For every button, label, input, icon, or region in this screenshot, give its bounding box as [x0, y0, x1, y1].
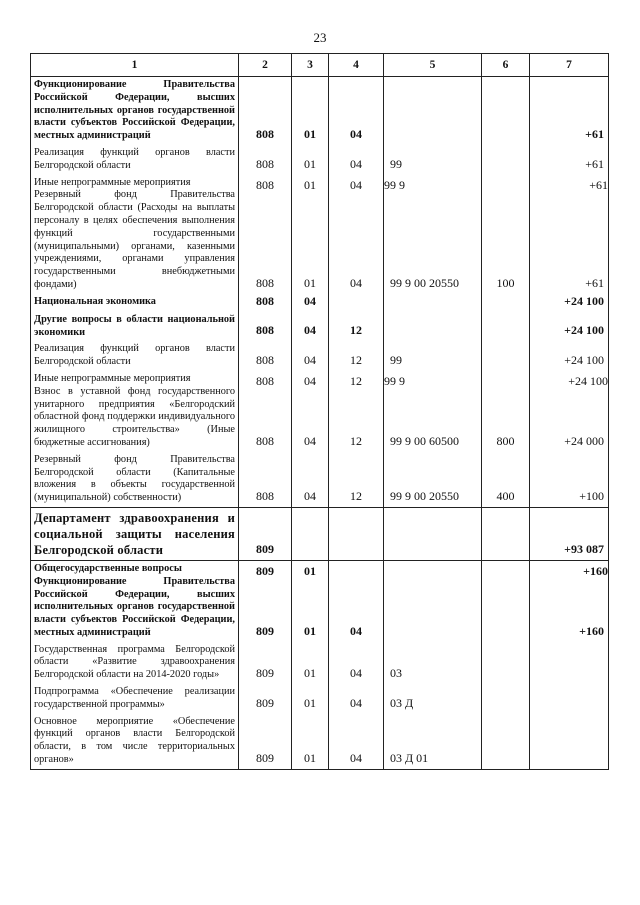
- cell-top-value: 99 9: [384, 373, 405, 388]
- description-text: Функционирование Правительства Российской Федерации, высших исполнительных органов государственной власти субъектов Российской Федерации, местных администраций: [34, 79, 235, 142]
- cell-col-6: [482, 642, 530, 684]
- cell-col-6: [482, 145, 530, 175]
- cell-value: 99 9 00 20550: [390, 275, 459, 290]
- cell-col-5: 99: [384, 341, 482, 371]
- table-row: [31, 145, 609, 175]
- cell-col-3: 04: [292, 452, 329, 508]
- cell-col-6: 100: [482, 175, 530, 294]
- cell-col-6: [482, 714, 530, 770]
- cell-value: 04: [304, 433, 316, 448]
- cell-col-2: 808: [239, 452, 292, 508]
- cell-col-5: [384, 77, 482, 145]
- row-description: [31, 312, 239, 342]
- cell-col-5: 03 Д 01: [384, 714, 482, 770]
- cell-col-4: 04: [329, 714, 384, 770]
- cell-col-5: 99 9 00 20550: [384, 452, 482, 508]
- description-text: Функционирование Правительства Российской Федерации, высших исполнительных органов государственной власти субъектов Российской Федерации, местных администраций: [34, 575, 235, 638]
- cell-col-4: [329, 175, 384, 294]
- cell-top-value: 04: [304, 373, 316, 388]
- cell-top-value: +24 100: [568, 373, 608, 388]
- cell-col-3: 04: [292, 294, 329, 312]
- cell-col-7: +93 087: [530, 507, 609, 560]
- cell-col-5: [384, 175, 482, 294]
- table-row: [31, 507, 609, 560]
- cell-col-5: [384, 312, 482, 342]
- cell-col-3: 01: [292, 684, 329, 714]
- row-description: [31, 371, 239, 452]
- cell-col-2: 808: [239, 145, 292, 175]
- cell-col-3: 01: [292, 145, 329, 175]
- cell-col-7: +24 100: [530, 341, 609, 371]
- cell-col-4: 04: [329, 77, 384, 145]
- row-description: [31, 145, 239, 175]
- cell-col-6: 400: [482, 452, 530, 508]
- table-row: [31, 294, 609, 312]
- header-col-2: 2: [239, 54, 292, 77]
- cell-col-5: 03: [384, 642, 482, 684]
- cell-col-2: [239, 175, 292, 294]
- description-text: Резервный фонд Правительства Белгородской области (Расходы на выплаты персоналу в целях обеспечения выполнения функций государственными (муниципальными) органами, казенными учреждениями, органами управления государственными внебюджетными фондами): [34, 189, 235, 290]
- row-description: [31, 452, 239, 508]
- description-text: Иные непрограммные мероприятия: [34, 176, 191, 188]
- row-description: [31, 714, 239, 770]
- description-text: Иные непрограммные мероприятия: [34, 372, 191, 384]
- cell-col-3: [292, 507, 329, 560]
- cell-col-2: 809: [239, 642, 292, 684]
- cell-value: 12: [350, 433, 362, 448]
- cell-col-7: +24 100: [530, 294, 609, 312]
- cell-col-4: [329, 294, 384, 312]
- cell-col-3: 01: [292, 714, 329, 770]
- cell-top-value: 808: [256, 177, 274, 192]
- cell-col-3: [292, 175, 329, 294]
- cell-top-value: +160: [583, 563, 608, 578]
- cell-col-6: [482, 507, 530, 560]
- description-text: Государственная программа Белгородской области «Развитие здравоохранения Белгородской области на 2014-2020 годы»: [34, 643, 235, 681]
- cell-col-7: +61: [530, 77, 609, 145]
- cell-col-4: [329, 507, 384, 560]
- cell-col-4: 12: [329, 312, 384, 342]
- cell-col-6: [482, 77, 530, 145]
- cell-col-3: 01: [292, 642, 329, 684]
- description-text: Реализация функций органов власти Белгородской области: [34, 343, 235, 368]
- description-text: Резервный фонд Правительства Белгородской области (Капитальные вложения в объекты государственной (муниципальной) собственности): [34, 453, 235, 504]
- table-row: [31, 341, 609, 371]
- table-row: [31, 642, 609, 684]
- page-number: 23: [313, 30, 327, 45]
- cell-col-2: 808: [239, 77, 292, 145]
- cell-col-6: [482, 312, 530, 342]
- cell-col-3: 01: [292, 77, 329, 145]
- cell-top-value: 01: [304, 563, 316, 578]
- cell-col-2: 809: [239, 684, 292, 714]
- cell-col-4: 12: [329, 341, 384, 371]
- header-col-5: 5: [384, 54, 482, 77]
- row-description: [31, 77, 239, 145]
- cell-col-2: 809: [239, 507, 292, 560]
- row-description: [31, 341, 239, 371]
- cell-col-6: [482, 684, 530, 714]
- description-text: Взнос в уставной фонд государственного унитарного предприятия «Белгородский областной фонд поддержки индивидуального жилищного строительства» (Иные бюджетные ассигнования): [34, 385, 235, 448]
- cell-col-6: [482, 294, 530, 312]
- cell-col-7: +24 100: [530, 312, 609, 342]
- table-row: [31, 312, 609, 342]
- cell-top-value: +61: [589, 177, 608, 192]
- header-row: [31, 54, 609, 77]
- cell-col-4: 04: [329, 560, 384, 641]
- cell-col-4: [329, 371, 384, 452]
- cell-top-value: 01: [304, 177, 316, 192]
- row-description: [31, 294, 239, 312]
- cell-value: 809: [256, 623, 274, 638]
- table-row: [31, 560, 609, 641]
- row-description: [31, 507, 239, 560]
- header-col-4: 4: [329, 54, 384, 77]
- budget-table: [30, 53, 609, 770]
- cell-col-3: 04: [292, 341, 329, 371]
- table-row: [31, 371, 609, 452]
- cell-col-7: +100: [530, 452, 609, 508]
- cell-col-2: 808: [239, 312, 292, 342]
- cell-col-5: [384, 560, 482, 641]
- cell-col-2: [239, 371, 292, 452]
- cell-col-3: [292, 560, 329, 641]
- cell-col-2: 808: [239, 294, 292, 312]
- description-text: Общегосударственные вопросы: [34, 562, 182, 574]
- header-col-3: 3: [292, 54, 329, 77]
- cell-top-value: 12: [350, 373, 362, 388]
- cell-value: 99 9 00 60500: [390, 433, 459, 448]
- cell-top-value: 808: [256, 373, 274, 388]
- cell-col-5: [384, 371, 482, 452]
- description-text: Основное мероприятие «Обеспечение функций органов власти Белгородской области, в том числе территориальных органов»: [34, 715, 235, 766]
- row-description: [31, 642, 239, 684]
- cell-col-7: [530, 684, 609, 714]
- cell-value: 01: [304, 623, 316, 638]
- cell-col-3: [292, 371, 329, 452]
- cell-value: +160: [579, 623, 604, 638]
- description-text: Департамент здравоохранения и социальной защиты населения Белгородской области: [34, 510, 235, 557]
- cell-col-7: [530, 371, 609, 452]
- cell-col-6: 800: [482, 371, 530, 452]
- description-text: Подпрограмма «Обеспечение реализации государственной программы»: [34, 686, 235, 710]
- header-col-1: 1: [31, 54, 239, 77]
- cell-col-2: [239, 560, 292, 641]
- cell-value: 04: [350, 275, 362, 290]
- cell-top-value: 99 9: [384, 177, 405, 192]
- cell-col-7: [530, 714, 609, 770]
- row-description: [31, 175, 239, 294]
- table-row: [31, 175, 609, 294]
- row-description: [31, 560, 239, 641]
- cell-col-2: 808: [239, 341, 292, 371]
- cell-col-3: 04: [292, 312, 329, 342]
- row-description: [31, 684, 239, 714]
- cell-col-5: 99: [384, 145, 482, 175]
- cell-col-5: [384, 507, 482, 560]
- table-row: [31, 452, 609, 508]
- cell-col-7: [530, 642, 609, 684]
- cell-col-4: 04: [329, 684, 384, 714]
- cell-col-6: [482, 341, 530, 371]
- cell-col-4: 12: [329, 452, 384, 508]
- cell-col-7: +61: [530, 145, 609, 175]
- description-text: Другие вопросы в области национальной экономики: [34, 313, 235, 338]
- table-row: [31, 714, 609, 770]
- cell-col-6: [482, 560, 530, 641]
- cell-col-2: 809: [239, 714, 292, 770]
- cell-col-4: 04: [329, 642, 384, 684]
- cell-col-5: 03 Д: [384, 684, 482, 714]
- cell-top-value: 809: [256, 563, 274, 578]
- header-col-6: 6: [482, 54, 530, 77]
- cell-value: 808: [256, 433, 274, 448]
- description-text: Реализация функций органов власти Белгородской области: [34, 146, 235, 171]
- table-row: [31, 77, 609, 145]
- cell-top-value: 04: [350, 177, 362, 192]
- description-text: Национальная экономика: [34, 295, 156, 307]
- cell-col-4: 04: [329, 145, 384, 175]
- cell-col-5: [384, 294, 482, 312]
- cell-value: 01: [304, 275, 316, 290]
- header-col-7: 7: [530, 54, 609, 77]
- cell-value: +24 000: [564, 433, 604, 448]
- cell-value: 808: [256, 275, 274, 290]
- table-row: [31, 684, 609, 714]
- cell-value: +61: [585, 275, 604, 290]
- cell-col-7: [530, 560, 609, 641]
- cell-col-7: [530, 175, 609, 294]
